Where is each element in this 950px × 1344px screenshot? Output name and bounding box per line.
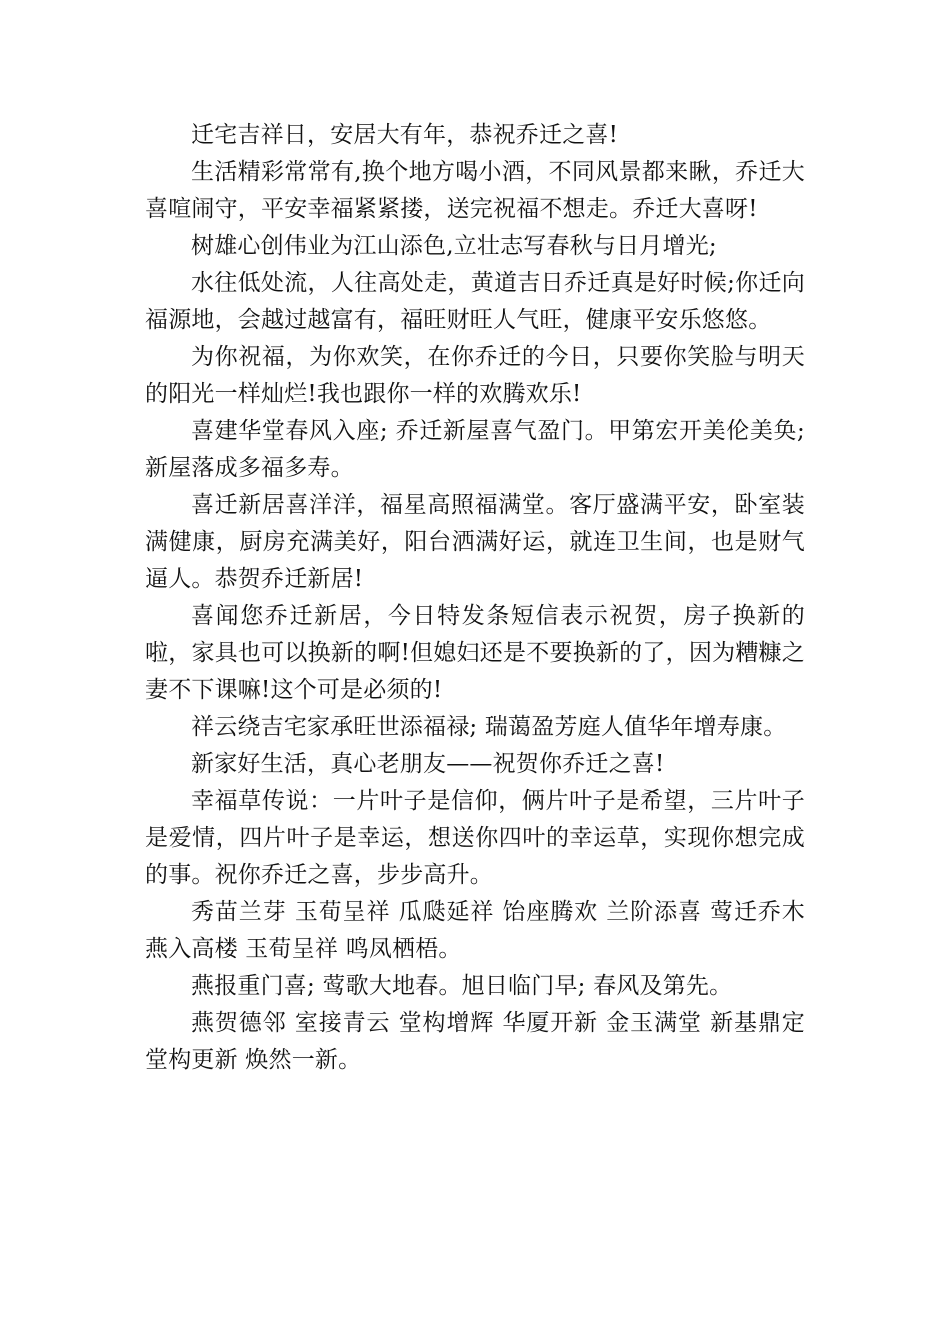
document-body [145,117,805,1079]
paragraph: 喜迁新居喜洋洋，福星高照福满堂。客厅盛满平安，卧室装满健康，厨房充满美好，阳台洒满好运，就连卫生间，也是财气逼人。恭贺乔迁新居! [145,492,805,592]
paragraph: 水往低处流，人往高处走，黄道吉日乔迁真是好时候;你迁向福源地，会越过越富有，福旺财旺人气旺，健康平安乐悠悠。 [145,270,805,333]
paragraph: 燕贺德邻 室接青云 堂构增辉 华厦开新 金玉满堂 新基鼎定 堂构更新 焕然一新。 [145,1010,805,1073]
paragraph: 燕报重门喜; 莺歌大地春。旭日临门早; 春风及第先。 [191,973,733,999]
paragraph: 幸福草传说：一片叶子是信仰，俩片叶子是希望，三片叶子是爱情，四片叶子是幸运，想送你四叶的幸运草，实现你想完成的事。祝你乔迁之喜，步步高升。 [145,788,805,888]
paragraph: 新家好生活，真心老朋友——祝贺你乔迁之喜! [191,751,665,777]
paragraph: 喜闻您乔迁新居，今日特发条短信表示祝贺，房子换新的啦，家具也可以换新的啊!但媳妇还是不要换新的了，因为糟糠之妻不下课嘛!这个可是必须的! [145,603,805,703]
paragraph: 秀苗兰芽 玉荀呈祥 瓜瓞延祥 饴座腾欢 兰阶添喜 莺迁乔木 燕入高楼 玉荀呈祥 鸣凤栖梧。 [145,899,805,962]
paragraph: 为你祝福，为你欢笑，在你乔迁的今日，只要你笑脸与明天的阳光一样灿烂!我也跟你一样的欢腾欢乐! [145,344,805,407]
paragraph: 祥云绕吉宅家承旺世添福禄; 瑞蔼盈芳庭人值华年增寿康。 [191,714,787,740]
paragraph: 迁宅吉祥日，安居大有年，恭祝乔迁之喜! [191,122,619,148]
paragraph: 喜建华堂春风入座; 乔迁新屋喜气盈门。甲第宏开美伦美奂; 新屋落成多福多寿。 [145,418,805,481]
paragraph: 树雄心创伟业为江山添色,立壮志写春秋与日月增光; [191,233,717,259]
paragraph: 生活精彩常常有,换个地方喝小酒，不同风景都来瞅，乔迁大喜喧闹守，平安幸福紧紧搂，送完祝福不想走。乔迁大喜呀! [145,159,805,222]
